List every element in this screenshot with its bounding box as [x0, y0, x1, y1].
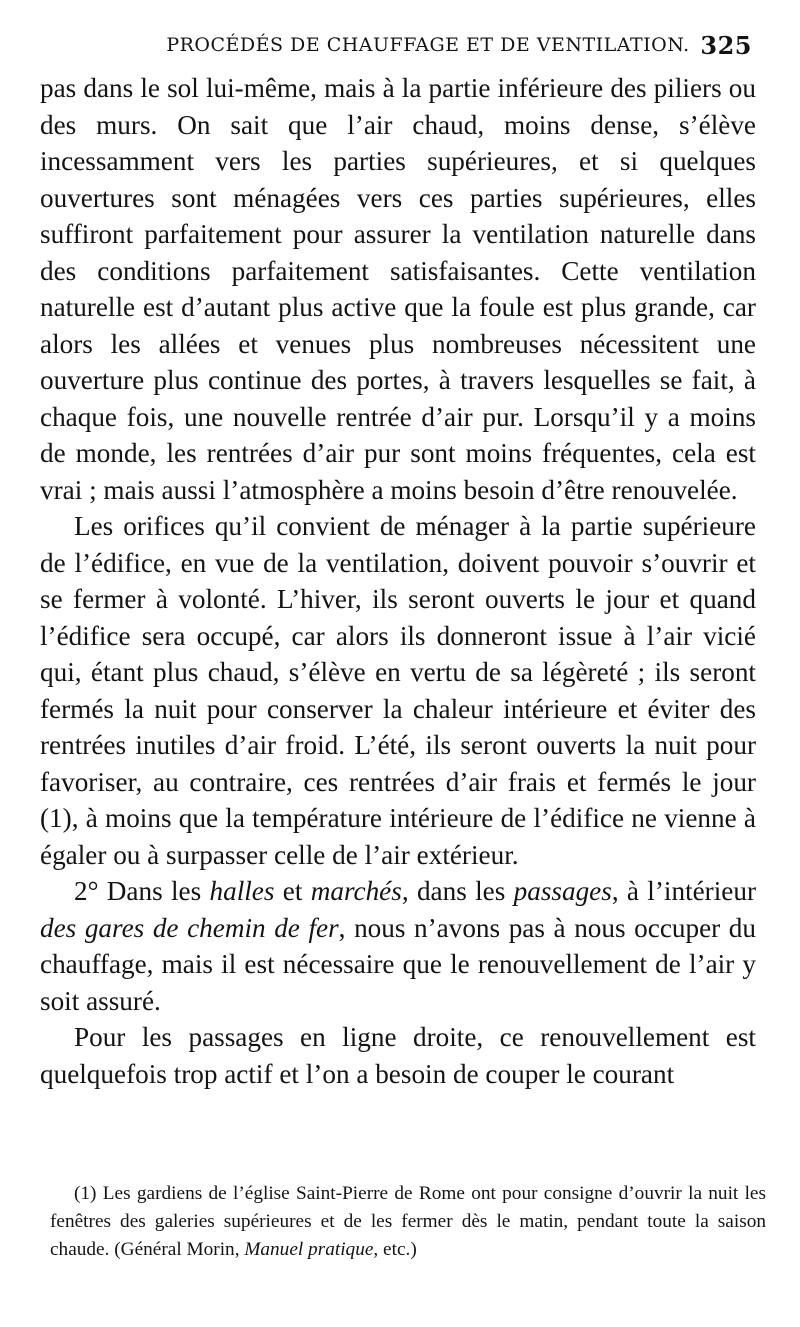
body-text [40, 70, 756, 1092]
paragraph-3-text: , nous n’avons pas à nous occuper du chauffage, mais il est nécessaire que le renouvellement de l’air y soit assuré. [40, 912, 756, 1016]
footnote-book-title: Manuel pratique [244, 1239, 374, 1260]
footnote-part: , etc.) [373, 1239, 417, 1260]
gares-term: des gares de chemin de fer [40, 912, 339, 943]
paragraph-3-text: dans les [408, 876, 514, 906]
paragraph-3 [40, 873, 756, 1019]
paragraph-3-text: 2° Dans les [74, 876, 210, 906]
running-title: PROCÉDÉS DE CHAUFFAGE ET DE VENTILATION. [166, 34, 690, 56]
marches-term: marchés, [310, 876, 409, 906]
paragraph-3-text: et [274, 876, 311, 906]
footnote-part: (1) Les gardiens de l’église Saint-Pierre de Rome ont pour consigne d’ouvrir la nuit les fenêtres des galeries supérieures et de les fermer dès le matin, pendant toute la saison chaude. (Général Morin, [50, 1183, 766, 1260]
paragraph-4: Pour les passages en ligne droite, ce renouvellement est quelquefois trop actif et l’on a besoin de couper le courant [40, 1022, 756, 1089]
halles-term: halles [209, 876, 275, 906]
footnote-text [50, 1180, 766, 1264]
footnote [50, 1180, 766, 1264]
paragraph-1: pas dans le sol lui-même, mais à la partie inférieure des piliers ou des murs. On sait que l’air chaud, moins dense, s’élève incessamment vers les parties supérieures, et si quelques ouvertures sont ménagées vers ces parties supérieures, elles suffiront parfaitement pour assurer la ventilation naturelle dans des conditions parfaitement satisfaisantes. Cette ventilation naturelle est d’autant plus active que la foule est plus grande, car alors les allées et venues plus nombreuses nécessitent une ouverture plus continue des portes, à travers lesquelles se fait, à chaque fois, une nouvelle rentrée d’air pur. Lorsqu’il y a moins de monde, les rentrées d’air pur sont moins fréquentes, cela est vrai ; mais aussi l’atmosphère a moins besoin d’être renouvelée. [40, 73, 756, 505]
paragraph-3-text: , à l’intérieur [611, 876, 757, 906]
passages-term: passages [513, 876, 612, 906]
running-header [40, 31, 756, 70]
page-number: 325 [700, 31, 752, 60]
page [40, 31, 757, 1092]
paragraph-2: Les orifices qu’il convient de ménager à la partie supérieure de l’édifice, en vue de la ventilation, doivent pouvoir s’ouvrir et se fermer à volonté. L’hiver, ils seront ouverts le jour et quand l’édifice sera occupé, car alors ils donneront issue à l’air vicié qui, étant plus chaud, s’élève en vertu de sa légèreté ; ils seront fermés la nuit pour conserver la chaleur intérieure et éviter des rentrées inutiles d’air froid. L’été, ils seront ouverts la nuit pour favoriser, au contraire, ces rentrées d’air frais et fermés le jour (1), à moins que la température intérieure de l’édifice ne vienne à égaler ou à surpasser celle de l’air extérieur. [40, 511, 756, 870]
